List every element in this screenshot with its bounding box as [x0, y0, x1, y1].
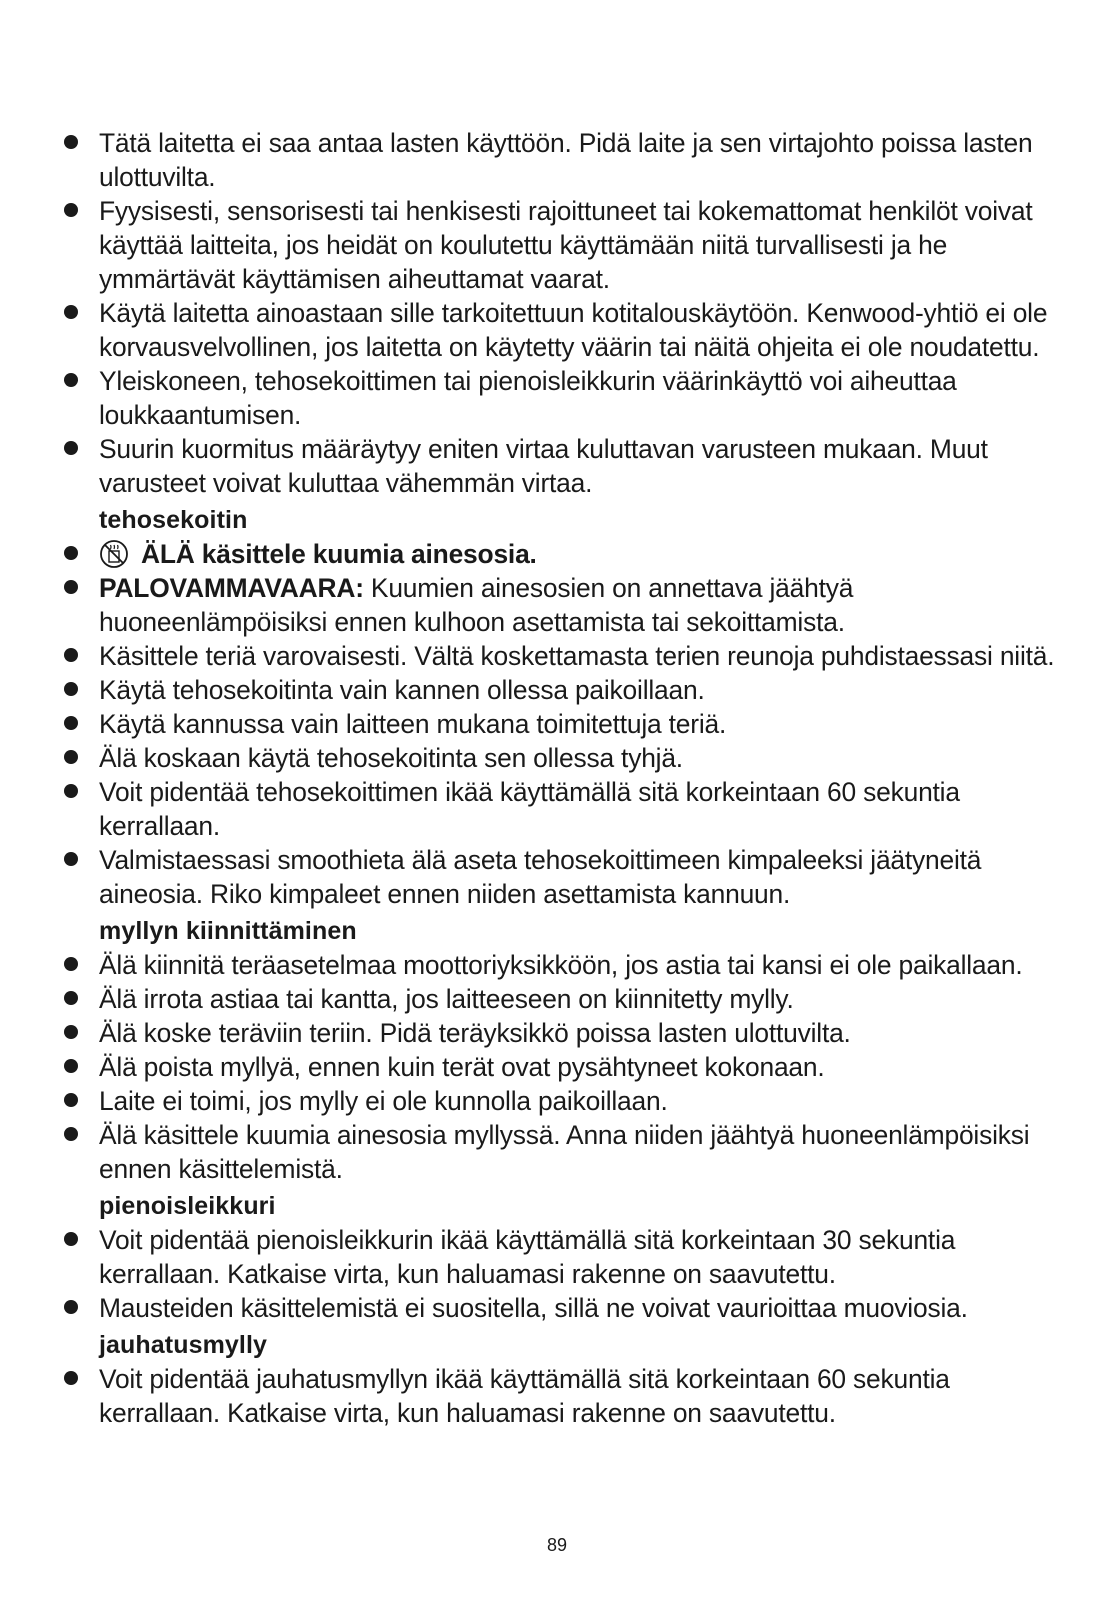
list-item [60, 1362, 1060, 1430]
bullet-dot [64, 991, 78, 1005]
document-body [60, 126, 1060, 1430]
list-item-warning [60, 537, 1060, 571]
list-item-text: Yleiskoneen, tehosekoittimen tai pienoisleikkurin väärinkäyttö voi aiheuttaa loukkaantumisen. [99, 366, 957, 430]
bullet-dot [64, 1300, 78, 1314]
list-item [60, 1084, 1060, 1118]
list-item-text: Mausteiden käsittelemistä ei suositella, sillä ne voivat vaurioittaa muoviosia. [99, 1293, 968, 1323]
bullet-dot [64, 1025, 78, 1039]
list-item-text: Käsittele teriä varovaisesti. Vältä koskettamasta terien reunoja puhdistaessasi niitä. [99, 641, 1055, 671]
list-item [60, 296, 1060, 364]
list-item-text: Älä irrota astiaa tai kantta, jos laitteeseen on kiinnitetty mylly. [99, 984, 794, 1014]
list-item [60, 1223, 1060, 1291]
list-item-text: Älä poista myllyä, ennen kuin terät ovat pysähtyneet kokonaan. [99, 1052, 825, 1082]
bullet-dot [64, 135, 78, 149]
list-item [60, 1050, 1060, 1084]
list-item-text: Älä käsittele kuumia ainesosia myllyssä. Anna niiden jäähtyä huoneenlämpöisiksi ennen käsittelemistä. [99, 1120, 1030, 1184]
bullet-dot [64, 682, 78, 696]
list-item-text: Suurin kuormitus määräytyy eniten virtaa kuluttavan varusteen mukaan. Muut varusteet voivat kuluttaa vähemmän virtaa. [99, 434, 988, 498]
list-item [60, 741, 1060, 775]
bullet-dot [64, 1059, 78, 1073]
bullet-dot [64, 546, 78, 560]
no-hot-ingredients-icon [99, 539, 129, 569]
list-item [60, 1291, 1060, 1325]
bullet-dot [64, 784, 78, 798]
list-item [60, 1118, 1060, 1186]
list-item-text: Käytä tehosekoitinta vain kannen ollessa paikoillaan. [99, 675, 705, 705]
list-item-text: Laite ei toimi, jos mylly ei ole kunnolla paikoillaan. [99, 1086, 668, 1116]
bullet-dot [64, 648, 78, 662]
list-item [60, 843, 1060, 911]
list-item [60, 194, 1060, 296]
list-item [60, 364, 1060, 432]
bullet-dot [64, 1127, 78, 1141]
warning-text: ÄLÄ käsittele kuumia ainesosia. [141, 539, 537, 569]
section-heading-tehosekoitin: tehosekoitin [99, 506, 248, 534]
list-item-burn-hazard [60, 571, 1060, 639]
bullet-dot [64, 1371, 78, 1385]
section-heading-myllyn-kiinnittaminen: myllyn kiinnittäminen [99, 917, 357, 945]
page-number: 89 [546, 1535, 568, 1555]
list-item [60, 982, 1060, 1016]
section-heading-jauhatusmylly: jauhatusmylly [99, 1331, 268, 1359]
bullet-dot [64, 203, 78, 217]
list-item-text: Voit pidentää jauhatusmyllyn ikää käyttämällä sitä korkeintaan 60 sekuntia kerrallaan. Katkaise virta, kun haluamasi rakenne on saavutettu. [99, 1364, 950, 1428]
list-item-text: Käytä kannussa vain laitteen mukana toimitettuja teriä. [99, 709, 727, 739]
bullet-dot [64, 441, 78, 455]
list-item-text: Fyysisesti, sensorisesti tai henkisesti rajoittuneet tai kokemattomat henkilöt voivat käyttää laitteita, jos heidät on koulutettu käyttämään niitä turvallisesti ja he ymmärtävät käyttämisen aiheuttamat vaarat. [99, 196, 1033, 294]
list-item-text: Älä koske teräviin teriin. Pidä teräyksikkö poissa lasten ulottuvilta. [99, 1018, 851, 1048]
bullet-dot [64, 957, 78, 971]
bullet-dot [64, 716, 78, 730]
list-item [60, 639, 1060, 673]
list-item [60, 673, 1060, 707]
list-item [60, 707, 1060, 741]
bullet-dot [64, 852, 78, 866]
bullet-dot [64, 373, 78, 387]
list-item-text: Voit pidentää tehosekoittimen ikää käyttämällä sitä korkeintaan 60 sekuntia kerrallaan. [99, 777, 960, 841]
bullet-dot [64, 580, 78, 594]
list-item-text: Käytä laitetta ainoastaan sille tarkoitettuun kotitalouskäytöön. Kenwood-yhtiö ei ole korvausvelvollinen, jos laitetta on käytetty väärin tai näitä ohjeita ei ole noudatettu. [99, 298, 1048, 362]
bullet-dot [64, 1232, 78, 1246]
bullet-dot [64, 750, 78, 764]
list-item-text: Voit pidentää pienoisleikkurin ikää käyttämällä sitä korkeintaan 30 sekuntia kerrallaan. Katkaise virta, kun haluamasi rakenne on saavutettu. [99, 1225, 956, 1289]
section-heading-pienoisleikkuri: pienoisleikkuri [99, 1192, 276, 1220]
list-item [60, 1016, 1060, 1050]
list-item [60, 775, 1060, 843]
list-item-text: Valmistaessasi smoothieta älä aseta tehosekoittimeen kimpaleeksi jäätyneitä aineosia. Riko kimpaleet ennen niiden asettamista kannuun. [99, 845, 982, 909]
list-item [60, 432, 1060, 500]
list-item-text: Kuumien ainesosien on annettava jäähtyä huoneenlämpöisiksi ennen kulhoon asettamista tai sekoittamista. [99, 573, 854, 637]
list-item-text: Älä koskaan käytä tehosekoitinta sen ollessa tyhjä. [99, 743, 683, 773]
list-item [60, 948, 1060, 982]
list-item-text: Tätä laitetta ei saa antaa lasten käyttöön. Pidä laite ja sen virtajohto poissa lasten ulottuvilta. [99, 128, 1033, 192]
bullet-dot [64, 305, 78, 319]
list-item-text: Älä kiinnitä teräasetelmaa moottoriyksikköön, jos astia tai kansi ei ole paikallaan. [99, 950, 1023, 980]
list-item [60, 126, 1060, 194]
bullet-dot [64, 1093, 78, 1107]
warning-prefix: PALOVAMMAVAARA: [99, 573, 364, 603]
